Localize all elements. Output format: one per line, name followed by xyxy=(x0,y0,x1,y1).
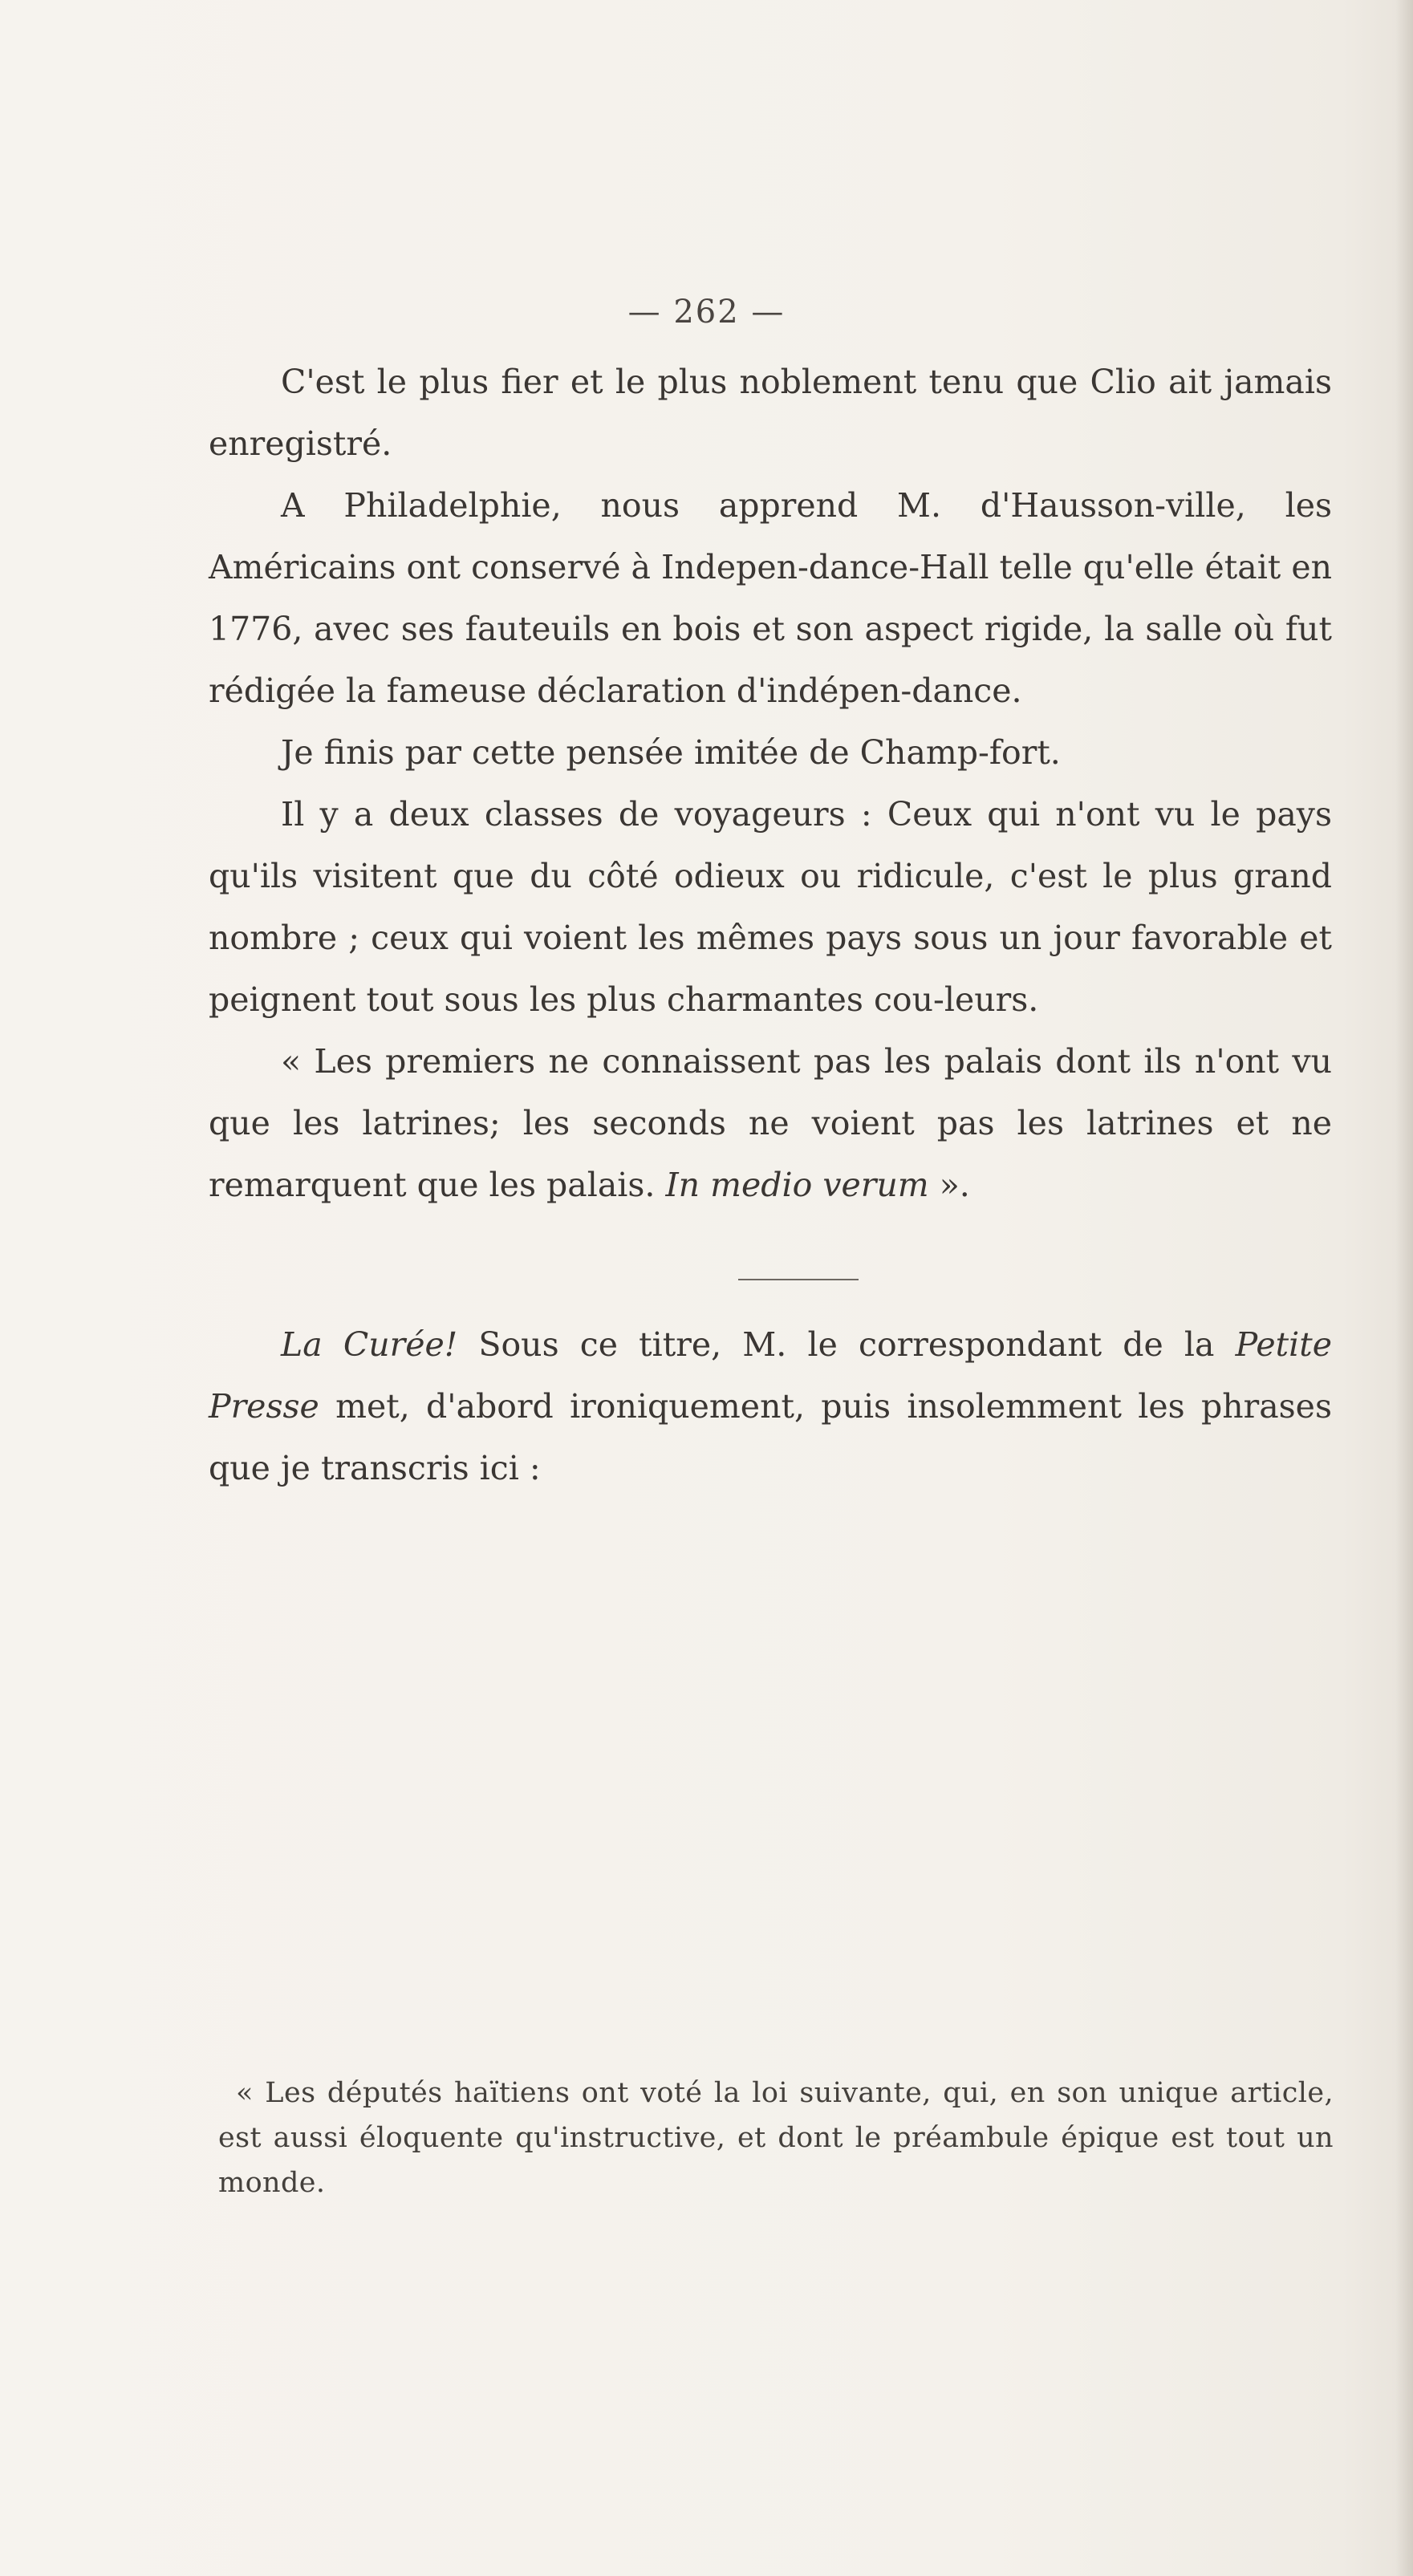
main-text xyxy=(209,351,1332,1499)
section-separator xyxy=(209,1216,1332,1314)
quote-text: « Les députés haïtiens ont voté la loi suivante, qui, en son unique article, est aussi éloquente qu'instructive, et dont le préambule épique est tout un monde. xyxy=(218,2077,1334,2199)
palais-tail: ». xyxy=(928,1166,970,1204)
page-number: — 262 — xyxy=(627,294,786,331)
paragraph-palais xyxy=(209,1031,1332,1216)
quoted-excerpt xyxy=(218,2071,1334,2205)
curee-title: La Curée! xyxy=(281,1325,458,1364)
curee-part1: Sous ce titre, M. le correspondant de la xyxy=(457,1325,1236,1364)
paragraph-champfort: Je finis par cette pensée imitée de Champ-fort. xyxy=(281,733,1061,772)
paragraph-philadelphie: A Philadelphie, nous apprend M. d'Hausson-ville, les Américains ont conservé à Indepen-dance-Hall telle qu'elle était en 1776, avec ses fauteuils en bois et son aspect rigide, la salle où fut rédigée la fameuse déclaration d'indépen-dance. xyxy=(209,486,1332,710)
in-medio-verum: In medio verum xyxy=(665,1166,929,1204)
palais-text: « Les premiers ne connaissent pas les palais dont ils n'ont vu que les latrines; les seconds ne voient pas les latrines et ne remarquent que les palais. xyxy=(209,1042,1332,1204)
paragraph-curee xyxy=(209,1314,1332,1499)
paragraph-voyageurs: Il y a deux classes de voyageurs : Ceux qui n'ont vu le pays qu'ils visitent que du côté odieux ou ridicule, c'est le plus grand nombre ; ceux qui voient les mêmes pays sous un jour favorable et peignent tout sous les plus charmantes cou-leurs. xyxy=(209,795,1332,1019)
separator-rule xyxy=(738,1279,859,1280)
petite-presse: Petite Presse xyxy=(209,1325,1332,1426)
curee-part2: met, d'abord ironiquement, puis insolemment les phrases que je transcris ici : xyxy=(209,1387,1332,1487)
paragraph-clio: C'est le plus fier et le plus noblement tenu que Clio ait jamais enregistré. xyxy=(209,363,1332,463)
page-edge-shadow xyxy=(1395,0,1413,2576)
